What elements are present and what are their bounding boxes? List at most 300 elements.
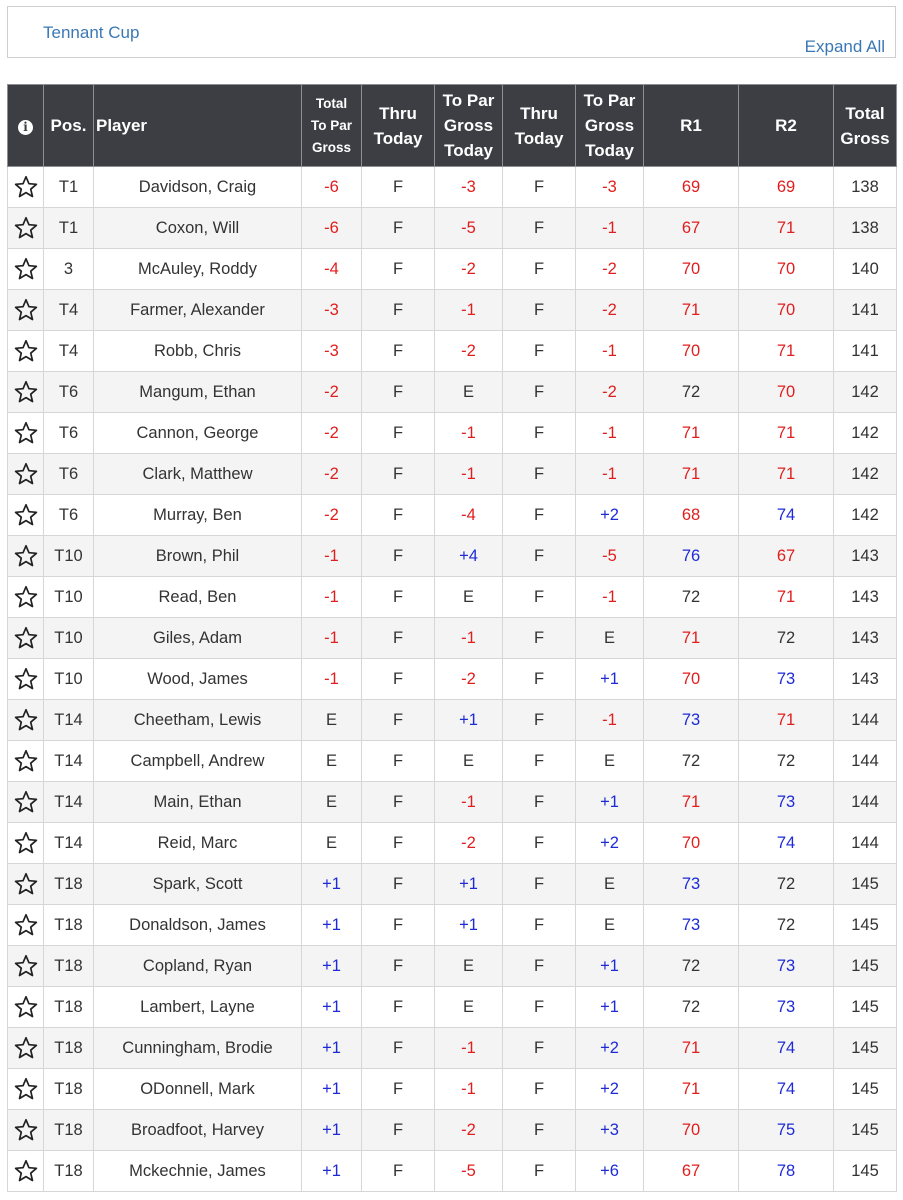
table-row — [8, 659, 897, 700]
cell-pos: T10 — [44, 577, 94, 618]
cell-total-to-par: E — [302, 700, 362, 741]
cell-thru-today-2: F — [503, 208, 576, 249]
cell-to-par-today-2: +1 — [576, 946, 644, 987]
cell-r2: 73 — [739, 782, 834, 823]
favorite-cell[interactable] — [8, 1110, 44, 1151]
cell-player[interactable]: Spark, Scott — [94, 864, 302, 905]
cell-to-par-today-2: -1 — [576, 700, 644, 741]
cell-r2: 71 — [739, 577, 834, 618]
cell-thru-today-1: F — [362, 782, 435, 823]
cell-thru-today-2: F — [503, 741, 576, 782]
cell-thru-today-1: F — [362, 659, 435, 700]
star-icon[interactable] — [14, 339, 38, 363]
cell-to-par-today-1: -1 — [435, 618, 503, 659]
cell-r1: 72 — [644, 741, 739, 782]
cell-to-par-today-1: +4 — [435, 536, 503, 577]
leaderboard-table — [7, 84, 897, 1192]
cell-total-to-par: -1 — [302, 659, 362, 700]
cell-thru-today-1: F — [362, 536, 435, 577]
cell-r2: 73 — [739, 946, 834, 987]
cell-pos: T6 — [44, 495, 94, 536]
star-icon[interactable] — [14, 544, 38, 568]
table-row — [8, 331, 897, 372]
favorite-cell[interactable] — [8, 1151, 44, 1192]
favorite-cell[interactable] — [8, 741, 44, 782]
cell-pos: T18 — [44, 864, 94, 905]
cell-thru-today-1: F — [362, 249, 435, 290]
table-row — [8, 741, 897, 782]
cell-r2: 67 — [739, 536, 834, 577]
cell-r1: 68 — [644, 495, 739, 536]
cell-player[interactable]: Main, Ethan — [94, 782, 302, 823]
cell-r1: 72 — [644, 987, 739, 1028]
cell-to-par-today-2: E — [576, 618, 644, 659]
cell-pos: T18 — [44, 905, 94, 946]
cell-r2: 69 — [739, 167, 834, 208]
cell-to-par-today-2: E — [576, 905, 644, 946]
cell-total-gross: 143 — [834, 536, 897, 577]
cell-to-par-today-1: +1 — [435, 700, 503, 741]
table-row — [8, 495, 897, 536]
cell-thru-today-1: F — [362, 1151, 435, 1192]
cell-to-par-today-1: -1 — [435, 454, 503, 495]
cell-to-par-today-2: -1 — [576, 454, 644, 495]
cell-thru-today-2: F — [503, 782, 576, 823]
cell-to-par-today-1: +1 — [435, 864, 503, 905]
cell-to-par-today-1: -1 — [435, 782, 503, 823]
col-total-to-par-gross[interactable]: Total To Par Gross — [302, 85, 362, 167]
cell-total-gross: 138 — [834, 167, 897, 208]
favorite-cell[interactable] — [8, 577, 44, 618]
cell-thru-today-1: F — [362, 577, 435, 618]
cell-pos: T6 — [44, 413, 94, 454]
table-row — [8, 249, 897, 290]
cell-pos: T4 — [44, 290, 94, 331]
cell-to-par-today-2: +1 — [576, 659, 644, 700]
cell-r1: 70 — [644, 1110, 739, 1151]
cell-player[interactable]: Mckechnie, James — [94, 1151, 302, 1192]
cell-r2: 74 — [739, 1069, 834, 1110]
star-icon[interactable] — [14, 913, 38, 937]
cell-pos: 3 — [44, 249, 94, 290]
star-icon[interactable] — [14, 872, 38, 896]
cell-total-to-par: -1 — [302, 618, 362, 659]
cell-thru-today-1: F — [362, 495, 435, 536]
cell-total-gross: 145 — [834, 905, 897, 946]
star-icon[interactable] — [14, 667, 38, 691]
star-icon[interactable] — [14, 1118, 38, 1142]
cell-total-to-par: -2 — [302, 372, 362, 413]
cell-thru-today-1: F — [362, 823, 435, 864]
cell-r2: 71 — [739, 331, 834, 372]
cell-r2: 75 — [739, 1110, 834, 1151]
cell-thru-today-2: F — [503, 167, 576, 208]
cell-player[interactable]: Broadfoot, Harvey — [94, 1110, 302, 1151]
cell-to-par-today-1: -3 — [435, 167, 503, 208]
star-icon[interactable] — [14, 749, 38, 773]
cell-total-to-par: -3 — [302, 290, 362, 331]
table-row — [8, 618, 897, 659]
cell-player[interactable]: Coxon, Will — [94, 208, 302, 249]
cell-thru-today-1: F — [362, 413, 435, 454]
cell-to-par-today-2: +1 — [576, 782, 644, 823]
favorite-cell[interactable] — [8, 290, 44, 331]
cell-thru-today-2: F — [503, 1069, 576, 1110]
favorite-cell[interactable] — [8, 659, 44, 700]
cell-r1: 72 — [644, 577, 739, 618]
cell-to-par-today-1: -1 — [435, 1028, 503, 1069]
cell-to-par-today-1: -2 — [435, 823, 503, 864]
cell-thru-today-1: F — [362, 167, 435, 208]
cell-player[interactable]: Cunningham, Brodie — [94, 1028, 302, 1069]
cell-total-to-par: +1 — [302, 1151, 362, 1192]
cell-r1: 70 — [644, 659, 739, 700]
cell-to-par-today-1: -5 — [435, 1151, 503, 1192]
event-header — [7, 6, 896, 58]
cell-thru-today-2: F — [503, 905, 576, 946]
cell-r2: 71 — [739, 454, 834, 495]
cell-thru-today-2: F — [503, 454, 576, 495]
cell-r1: 71 — [644, 1069, 739, 1110]
cell-total-gross: 143 — [834, 577, 897, 618]
favorite-cell[interactable] — [8, 782, 44, 823]
cell-to-par-today-2: +2 — [576, 1069, 644, 1110]
cell-r2: 70 — [739, 372, 834, 413]
favorite-cell[interactable] — [8, 946, 44, 987]
cell-thru-today-2: F — [503, 1110, 576, 1151]
cell-to-par-today-1: -4 — [435, 495, 503, 536]
cell-thru-today-1: F — [362, 864, 435, 905]
cell-thru-today-2: F — [503, 700, 576, 741]
star-icon[interactable] — [14, 462, 38, 486]
cell-player[interactable]: ODonnell, Mark — [94, 1069, 302, 1110]
col-info[interactable] — [8, 85, 44, 167]
cell-r1: 71 — [644, 1028, 739, 1069]
star-icon[interactable] — [14, 175, 38, 199]
cell-to-par-today-1: -5 — [435, 208, 503, 249]
cell-thru-today-1: F — [362, 290, 435, 331]
star-icon[interactable] — [14, 585, 38, 609]
table-row — [8, 372, 897, 413]
table-row — [8, 290, 897, 331]
cell-total-to-par: E — [302, 782, 362, 823]
cell-pos: T14 — [44, 823, 94, 864]
favorite-cell[interactable] — [8, 331, 44, 372]
favorite-cell[interactable] — [8, 249, 44, 290]
cell-to-par-today-2: -5 — [576, 536, 644, 577]
cell-r1: 71 — [644, 413, 739, 454]
star-icon[interactable] — [14, 257, 38, 281]
cell-total-gross: 145 — [834, 987, 897, 1028]
cell-player[interactable]: Wood, James — [94, 659, 302, 700]
favorite-cell[interactable] — [8, 987, 44, 1028]
star-icon[interactable] — [14, 1159, 38, 1183]
cell-total-to-par: E — [302, 741, 362, 782]
star-icon[interactable] — [14, 708, 38, 732]
star-icon[interactable] — [14, 298, 38, 322]
cell-r2: 72 — [739, 618, 834, 659]
cell-r1: 71 — [644, 454, 739, 495]
table-row — [8, 823, 897, 864]
cell-pos: T18 — [44, 946, 94, 987]
cell-pos: T18 — [44, 1028, 94, 1069]
star-icon[interactable] — [14, 954, 38, 978]
cell-to-par-today-1: -2 — [435, 249, 503, 290]
header-row — [8, 85, 897, 167]
cell-r1: 67 — [644, 1151, 739, 1192]
cell-pos: T6 — [44, 372, 94, 413]
cell-total-gross: 143 — [834, 659, 897, 700]
cell-total-gross: 145 — [834, 1151, 897, 1192]
cell-to-par-today-2: +2 — [576, 1028, 644, 1069]
cell-total-to-par: -3 — [302, 331, 362, 372]
cell-total-to-par: +1 — [302, 1028, 362, 1069]
favorite-cell[interactable] — [8, 1028, 44, 1069]
favorite-cell[interactable] — [8, 372, 44, 413]
star-icon[interactable] — [14, 790, 38, 814]
cell-thru-today-1: F — [362, 618, 435, 659]
favorite-cell[interactable] — [8, 495, 44, 536]
cell-thru-today-2: F — [503, 1028, 576, 1069]
cell-r2: 72 — [739, 905, 834, 946]
cell-total-to-par: +1 — [302, 946, 362, 987]
cell-thru-today-1: F — [362, 454, 435, 495]
cell-player[interactable]: Davidson, Craig — [94, 167, 302, 208]
cell-total-gross: 145 — [834, 1069, 897, 1110]
cell-player[interactable]: Robb, Chris — [94, 331, 302, 372]
cell-r1: 71 — [644, 782, 739, 823]
col-r2[interactable]: R2 — [739, 85, 834, 167]
favorite-cell[interactable] — [8, 1069, 44, 1110]
cell-r2: 78 — [739, 1151, 834, 1192]
cell-total-gross: 144 — [834, 782, 897, 823]
cell-thru-today-2: F — [503, 495, 576, 536]
cell-player[interactable]: Donaldson, James — [94, 905, 302, 946]
table-row — [8, 208, 897, 249]
cell-total-gross: 145 — [834, 1028, 897, 1069]
cell-r1: 70 — [644, 331, 739, 372]
table-row — [8, 1151, 897, 1192]
cell-total-gross: 145 — [834, 946, 897, 987]
cell-r2: 70 — [739, 290, 834, 331]
star-icon[interactable] — [14, 831, 38, 855]
favorite-cell[interactable] — [8, 167, 44, 208]
cell-pos: T18 — [44, 1110, 94, 1151]
col-player[interactable]: Player — [94, 85, 302, 167]
cell-to-par-today-2: -1 — [576, 413, 644, 454]
cell-pos: T10 — [44, 536, 94, 577]
cell-pos: T1 — [44, 208, 94, 249]
cell-player[interactable]: Read, Ben — [94, 577, 302, 618]
cell-player[interactable]: Farmer, Alexander — [94, 290, 302, 331]
cell-r1: 67 — [644, 208, 739, 249]
cell-r2: 74 — [739, 495, 834, 536]
cell-to-par-today-2: +6 — [576, 1151, 644, 1192]
cell-pos: T10 — [44, 659, 94, 700]
col-pos[interactable]: Pos. — [44, 85, 94, 167]
cell-player[interactable]: Lambert, Layne — [94, 987, 302, 1028]
cell-thru-today-1: F — [362, 905, 435, 946]
cell-total-to-par: -2 — [302, 454, 362, 495]
table-row — [8, 987, 897, 1028]
star-icon[interactable] — [14, 216, 38, 240]
cell-to-par-today-1: E — [435, 741, 503, 782]
cell-r1: 70 — [644, 249, 739, 290]
favorite-cell[interactable] — [8, 618, 44, 659]
table-row — [8, 536, 897, 577]
cell-r2: 74 — [739, 823, 834, 864]
cell-to-par-today-2: +1 — [576, 987, 644, 1028]
cell-thru-today-2: F — [503, 413, 576, 454]
cell-pos: T18 — [44, 987, 94, 1028]
cell-player[interactable]: Cheetham, Lewis — [94, 700, 302, 741]
cell-to-par-today-1: +1 — [435, 905, 503, 946]
cell-thru-today-1: F — [362, 372, 435, 413]
cell-player[interactable]: Campbell, Andrew — [94, 741, 302, 782]
favorite-cell[interactable] — [8, 905, 44, 946]
cell-player[interactable]: Copland, Ryan — [94, 946, 302, 987]
cell-to-par-today-1: E — [435, 946, 503, 987]
cell-total-gross: 138 — [834, 208, 897, 249]
cell-total-to-par: -4 — [302, 249, 362, 290]
cell-total-to-par: +1 — [302, 1069, 362, 1110]
cell-player[interactable]: McAuley, Roddy — [94, 249, 302, 290]
cell-total-gross: 142 — [834, 495, 897, 536]
cell-total-gross: 141 — [834, 331, 897, 372]
col-to-par-gross-today-2[interactable]: To Par Gross Today — [576, 85, 644, 167]
cell-thru-today-2: F — [503, 659, 576, 700]
cell-to-par-today-2: E — [576, 864, 644, 905]
event-title[interactable]: Tennant Cup — [43, 23, 140, 42]
cell-to-par-today-2: +2 — [576, 823, 644, 864]
cell-total-gross: 140 — [834, 249, 897, 290]
table-row — [8, 1110, 897, 1151]
col-total-gross[interactable]: Total Gross — [834, 85, 897, 167]
cell-to-par-today-2: -2 — [576, 290, 644, 331]
cell-total-gross: 141 — [834, 290, 897, 331]
cell-r2: 74 — [739, 1028, 834, 1069]
cell-thru-today-2: F — [503, 331, 576, 372]
cell-to-par-today-1: -1 — [435, 413, 503, 454]
info-icon[interactable]: i — [18, 120, 33, 135]
cell-pos: T1 — [44, 167, 94, 208]
cell-to-par-today-2: -2 — [576, 249, 644, 290]
cell-to-par-today-2: -2 — [576, 372, 644, 413]
star-icon[interactable] — [14, 995, 38, 1019]
favorite-cell[interactable] — [8, 454, 44, 495]
star-icon[interactable] — [14, 1036, 38, 1060]
cell-thru-today-2: F — [503, 618, 576, 659]
cell-r1: 72 — [644, 372, 739, 413]
cell-thru-today-1: F — [362, 1069, 435, 1110]
col-to-par-gross-today-1[interactable]: To Par Gross Today — [435, 85, 503, 167]
cell-to-par-today-2: -1 — [576, 331, 644, 372]
cell-thru-today-2: F — [503, 946, 576, 987]
star-icon[interactable] — [14, 1077, 38, 1101]
cell-r2: 73 — [739, 659, 834, 700]
star-icon[interactable] — [14, 503, 38, 527]
cell-r2: 72 — [739, 741, 834, 782]
table-row — [8, 1028, 897, 1069]
cell-player[interactable]: Giles, Adam — [94, 618, 302, 659]
favorite-cell[interactable] — [8, 700, 44, 741]
cell-total-gross: 142 — [834, 454, 897, 495]
cell-r1: 73 — [644, 864, 739, 905]
col-thru-today-1[interactable]: Thru Today — [362, 85, 435, 167]
col-thru-today-2[interactable]: Thru Today — [503, 85, 576, 167]
cell-to-par-today-1: -1 — [435, 290, 503, 331]
cell-total-to-par: +1 — [302, 905, 362, 946]
cell-total-to-par: +1 — [302, 987, 362, 1028]
table-row — [8, 946, 897, 987]
table-row — [8, 577, 897, 618]
cell-r2: 71 — [739, 413, 834, 454]
cell-player[interactable]: Murray, Ben — [94, 495, 302, 536]
star-icon[interactable] — [14, 380, 38, 404]
cell-to-par-today-1: -2 — [435, 659, 503, 700]
cell-player[interactable]: Mangum, Ethan — [94, 372, 302, 413]
star-icon[interactable] — [14, 626, 38, 650]
favorite-cell[interactable] — [8, 823, 44, 864]
cell-player[interactable]: Clark, Matthew — [94, 454, 302, 495]
cell-pos: T6 — [44, 454, 94, 495]
favorite-cell[interactable] — [8, 864, 44, 905]
cell-total-gross: 143 — [834, 618, 897, 659]
favorite-cell[interactable] — [8, 208, 44, 249]
table-row — [8, 413, 897, 454]
cell-r1: 71 — [644, 290, 739, 331]
cell-total-gross: 144 — [834, 700, 897, 741]
cell-r2: 70 — [739, 249, 834, 290]
table-row — [8, 454, 897, 495]
table-row — [8, 700, 897, 741]
cell-thru-today-1: F — [362, 1110, 435, 1151]
cell-pos: T14 — [44, 741, 94, 782]
cell-total-to-par: -2 — [302, 495, 362, 536]
cell-player[interactable]: Reid, Marc — [94, 823, 302, 864]
cell-pos: T10 — [44, 618, 94, 659]
cell-pos: T4 — [44, 331, 94, 372]
cell-total-gross: 145 — [834, 1110, 897, 1151]
cell-total-to-par: E — [302, 823, 362, 864]
cell-thru-today-2: F — [503, 1151, 576, 1192]
cell-thru-today-1: F — [362, 1028, 435, 1069]
cell-r1: 72 — [644, 946, 739, 987]
cell-thru-today-1: F — [362, 987, 435, 1028]
cell-total-gross: 142 — [834, 372, 897, 413]
cell-to-par-today-1: -2 — [435, 331, 503, 372]
cell-r2: 71 — [739, 700, 834, 741]
cell-to-par-today-1: -2 — [435, 1110, 503, 1151]
star-icon[interactable] — [14, 421, 38, 445]
col-r1[interactable]: R1 — [644, 85, 739, 167]
cell-to-par-today-1: E — [435, 577, 503, 618]
cell-thru-today-2: F — [503, 823, 576, 864]
cell-r2: 71 — [739, 208, 834, 249]
expand-all-link[interactable]: Expand All — [804, 37, 885, 56]
cell-r1: 71 — [644, 618, 739, 659]
cell-thru-today-2: F — [503, 372, 576, 413]
cell-total-gross: 144 — [834, 823, 897, 864]
cell-player[interactable]: Brown, Phil — [94, 536, 302, 577]
cell-r2: 73 — [739, 987, 834, 1028]
cell-total-gross: 142 — [834, 413, 897, 454]
favorite-cell[interactable] — [8, 413, 44, 454]
cell-player[interactable]: Cannon, George — [94, 413, 302, 454]
cell-thru-today-1: F — [362, 208, 435, 249]
favorite-cell[interactable] — [8, 536, 44, 577]
cell-thru-today-2: F — [503, 987, 576, 1028]
